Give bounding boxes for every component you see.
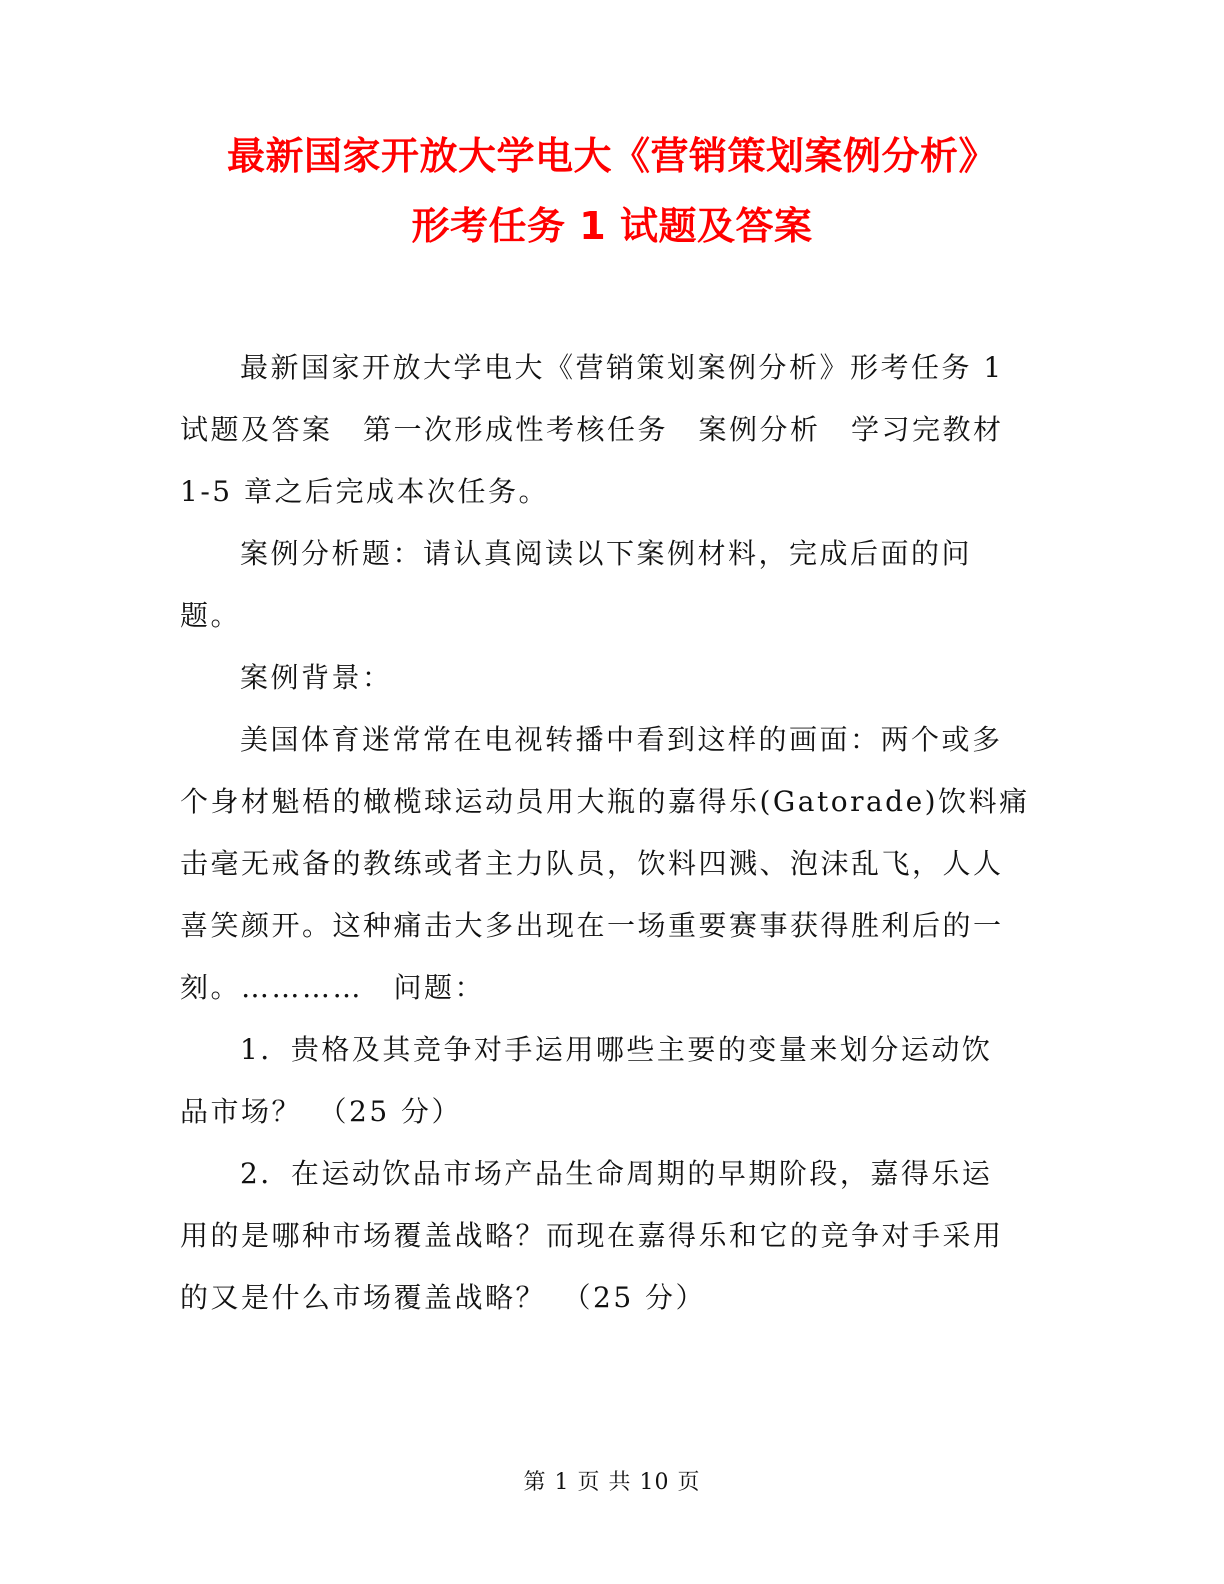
body-line: 喜笑颜开。这种痛击大多出现在一场重要赛事获得胜利后的一 [180, 909, 1004, 942]
body-line: 案例分析题：请认真阅读以下案例材料，完成后面的问 [240, 537, 973, 570]
question-2-line: 的又是什么市场覆盖战略？ （25 分） [180, 1281, 707, 1314]
body-line: 美国体育迷常常在电视转播中看到这样的画面：两个或多 [240, 723, 1003, 756]
question-2-line: 2．在运动饮品市场产品生命周期的早期阶段，嘉得乐运 [240, 1157, 993, 1190]
body-line: 最新国家开放大学电大《营销策划案例分析》形考任务 1 [240, 351, 1004, 384]
body-line: 题。 [180, 599, 242, 632]
body-line: 案例背景： [240, 661, 393, 694]
document-title-line-1: 最新国家开放大学电大《营销策划案例分析》 [226, 134, 997, 178]
question-1-line: 品市场？ （25 分） [180, 1095, 463, 1128]
body-line: 试题及答案 第一次形成性考核任务 案例分析 学习完教材 [180, 413, 1004, 446]
page-footer: 第 1 页 共 10 页 [523, 1470, 701, 1495]
body-line: 1-5 章之后完成本次任务。 [180, 475, 549, 508]
body-line: 刻。………… 问题： [180, 971, 486, 1004]
document-title-line-2: 形考任务 1 试题及答案 [411, 204, 813, 248]
question-2-line: 用的是哪种市场覆盖战略？而现在嘉得乐和它的竞争对手采用 [180, 1219, 1004, 1252]
body-line: 个身材魁梧的橄榄球运动员用大瓶的嘉得乐(Gatorade)饮料痛 [180, 785, 1030, 818]
body-line: 击毫无戒备的教练或者主力队员，饮料四溅、泡沫乱飞，人人 [180, 847, 1004, 880]
question-1-line: 1．贵格及其竞争对手运用哪些主要的变量来划分运动饮 [240, 1033, 993, 1066]
